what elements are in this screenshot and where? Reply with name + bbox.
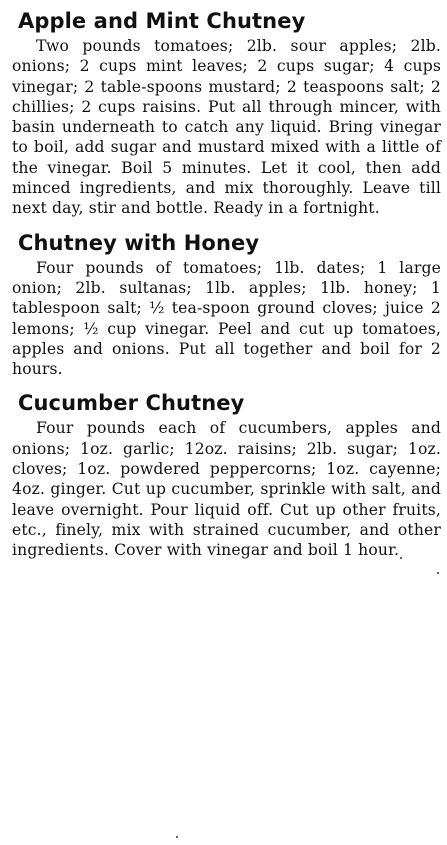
recipe-cucumber-chutney <box>12 388 441 560</box>
recipe-body: Four pounds of tomatoes; 1lb. dates; 1 large onion; 2lb. sultanas; 1lb. apples; 1lb. honey; 1 tablespoon salt; ½ tea-spoon ground cloves; juice 2 lemons; ½ cup vinegar. Peel and cut up tomatoes, apples and onions. Put all together and boil for 2 hours. <box>12 258 441 379</box>
recipe-title: Chutney with Honey <box>18 230 260 255</box>
recipe-title: Cucumber Chutney <box>18 391 245 416</box>
print-speck <box>400 557 402 559</box>
recipe-body: Four pounds each of cucumbers, apples and onions; 1oz. garlic; 12oz. raisins; 2lb. sugar; 1oz. cloves; 1oz. powdered peppercorns; 1oz. cayenne; 4oz. ginger. Cut up cucumber, sprinkle with salt, and leave overnight. Pour liquid off. Cut up other fruits, etc., finely, mix with strained cucumber, and other ingredients. Cover with vinegar and boil 1 hour. <box>12 419 441 560</box>
recipe-chutney-with-honey <box>12 228 441 380</box>
print-speck <box>437 572 439 574</box>
recipe-body: Two pounds tomatoes; 2lb. sour apples; 2lb. onions; 2 cups mint leaves; 2 cups sugar; 4 cups vinegar; 2 table-spoons mustard; 2 teaspoons salt; 2 chillies; 2 cups raisins. Put all through mincer, with basin underneath to catch any liquid. Bring vinegar to boil, add sugar and mustard mixed with a little of the vinegar. Boil 5 minutes. Let it cool, then add minced ingredients, and mix thoroughly. Leave till next day, stir and bottle. Ready in a fortnight. <box>12 37 441 218</box>
recipe-title: Apple and Mint Chutney <box>18 9 306 33</box>
recipe-apple-mint-chutney <box>12 6 441 219</box>
print-speck <box>176 836 178 838</box>
